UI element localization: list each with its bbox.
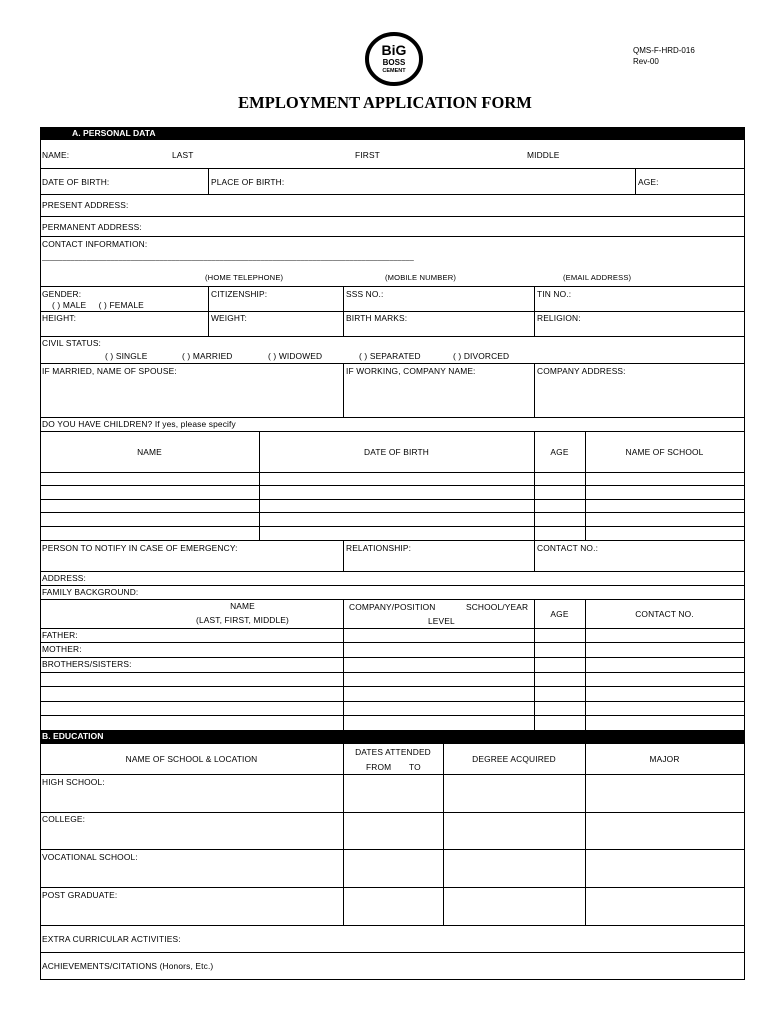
rule: [40, 599, 745, 600]
section-a-header: [40, 127, 745, 140]
form-title: EMPLOYMENT APPLICATION FORM: [238, 93, 532, 112]
rule: [40, 628, 745, 629]
family-company-header: COMPANY/POSITION: [349, 602, 436, 612]
svg-text:BiG: BiG: [381, 42, 407, 58]
first-name-label: FIRST: [355, 150, 380, 160]
mobile-number-label: (MOBILE NUMBER): [385, 273, 457, 282]
rule: [40, 311, 745, 312]
rule: [343, 363, 344, 417]
degree-header: DEGREE ACQUIRED: [472, 754, 556, 764]
family-name-subheader: (LAST, FIRST, MIDDLE): [196, 615, 289, 625]
children-row-line: [40, 512, 745, 513]
contact-info-line: ____________________________________________________________________________________________: [42, 254, 414, 261]
section-b-header: [40, 730, 745, 744]
civil-status-widowed: ( ) WIDOWED: [268, 351, 323, 361]
rule: [343, 540, 344, 571]
major-header: MAJOR: [649, 754, 680, 764]
tin-label: TIN NO.:: [537, 289, 572, 299]
sss-label: SSS NO.:: [346, 289, 384, 299]
home-telephone-label: (HOME TELEPHONE): [205, 273, 284, 282]
rule: [40, 431, 745, 432]
rule: [40, 286, 745, 287]
svg-text:BOSS: BOSS: [382, 58, 406, 67]
children-row-line: [40, 526, 745, 527]
family-contact-header: CONTACT NO.: [635, 609, 694, 619]
rule: [585, 744, 586, 926]
form-bottom-border: [40, 979, 745, 980]
dates-from-header: FROM: [366, 762, 392, 772]
rule: [443, 744, 444, 926]
big-boss-cement-logo: [365, 32, 423, 86]
age-label: AGE:: [638, 177, 659, 187]
rule: [40, 571, 745, 572]
document-code-block: [633, 45, 695, 67]
birth-marks-label: BIRTH MARKS:: [346, 313, 408, 323]
date-of-birth-label: DATE OF BIRTH:: [42, 177, 110, 187]
dates-to-header: TO: [409, 762, 421, 772]
rule: [635, 168, 636, 194]
rule: [534, 286, 535, 336]
emergency-contact-label: PERSON TO NOTIFY IN CASE OF EMERGENCY:: [42, 543, 238, 553]
children-label: DO YOU HAVE CHILDREN? If yes, please specify: [42, 419, 236, 429]
rule: [534, 599, 535, 730]
rule: [208, 286, 209, 336]
gender-label: GENDER:: [42, 289, 82, 299]
family-row-line: [40, 642, 745, 643]
rule: [343, 744, 344, 926]
mother-label: MOTHER:: [42, 644, 82, 654]
family-row-line: [40, 715, 745, 716]
children-row-line: [40, 485, 745, 486]
family-level-header: LEVEL: [428, 616, 455, 626]
rule: [40, 952, 745, 953]
weight-label: WEIGHT:: [211, 313, 247, 323]
revision: Rev-00: [633, 57, 659, 66]
education-row-line: [40, 887, 745, 888]
last-name-label: LAST: [172, 150, 194, 160]
family-school-header: SCHOOL/YEAR: [466, 602, 529, 612]
rule: [40, 540, 745, 541]
email-address-label: (EMAIL ADDRESS): [563, 273, 632, 282]
company-name-label: IF WORKING, COMPANY NAME:: [346, 366, 476, 376]
family-background-label: FAMILY BACKGROUND:: [42, 587, 139, 597]
siblings-label: BROTHERS/SISTERS:: [42, 659, 132, 669]
rule: [343, 286, 344, 336]
children-row-line: [40, 472, 745, 473]
citizenship-label: CITIZENSHIP:: [211, 289, 268, 299]
family-row-line: [40, 672, 745, 673]
civil-status-divorced: ( ) DIVORCED: [453, 351, 510, 361]
college-label: COLLEGE:: [42, 814, 86, 824]
rule: [40, 216, 745, 217]
education-row-line: [40, 812, 745, 813]
emergency-address-label: ADDRESS:: [42, 573, 87, 583]
rule: [534, 540, 535, 571]
children-row-line: [40, 499, 745, 500]
rule: [40, 194, 745, 195]
place-of-birth-label: PLACE OF BIRTH:: [211, 177, 285, 187]
svg-text:CEMENT: CEMENT: [382, 68, 406, 74]
post-graduate-label: POST GRADUATE:: [42, 890, 118, 900]
family-row-line: [40, 657, 745, 658]
section-a-title: A. PERSONAL DATA: [72, 128, 156, 138]
family-row-line: [40, 701, 745, 702]
rule: [40, 774, 745, 775]
section-b-title: B. EDUCATION: [42, 731, 104, 741]
religion-label: RELIGION:: [537, 313, 581, 323]
civil-status-label: CIVIL STATUS:: [42, 338, 102, 348]
education-row-line: [40, 849, 745, 850]
family-age-header: AGE: [550, 609, 569, 619]
rule: [40, 236, 745, 237]
extra-curricular-label: EXTRA CURRICULAR ACTIVITIES:: [42, 934, 181, 944]
family-row-line: [40, 686, 745, 687]
rule: [534, 363, 535, 417]
father-label: FATHER:: [42, 630, 78, 640]
rule: [40, 417, 745, 418]
rule: [208, 168, 209, 194]
high-school-label: HIGH SCHOOL:: [42, 777, 105, 787]
rule: [40, 925, 745, 926]
civil-status-separated: ( ) SEPARATED: [359, 351, 421, 361]
children-age-header: AGE: [550, 447, 569, 457]
dates-attended-header: DATES ATTENDED: [355, 747, 431, 757]
gender-options: ( ) MALE ( ) FEMALE: [52, 300, 144, 310]
permanent-address-label: PERMANENT ADDRESS:: [42, 222, 142, 232]
company-address-label: COMPANY ADDRESS:: [537, 366, 626, 376]
emergency-contact-no-label: CONTACT NO.:: [537, 543, 599, 553]
present-address-label: PRESENT ADDRESS:: [42, 200, 129, 210]
middle-name-label: MIDDLE: [527, 150, 560, 160]
achievements-label: ACHIEVEMENTS/CITATIONS (Honors, Etc.): [42, 961, 214, 971]
children-dob-header: DATE OF BIRTH: [364, 447, 429, 457]
relationship-label: RELATIONSHIP:: [346, 543, 412, 553]
family-name-header: NAME: [230, 601, 255, 611]
vocational-school-label: VOCATIONAL SCHOOL:: [42, 852, 138, 862]
rule: [40, 585, 745, 586]
document-code: QMS-F-HRD-016: [633, 46, 695, 55]
height-label: HEIGHT:: [42, 313, 77, 323]
rule: [585, 599, 586, 730]
civil-status-married: ( ) MARRIED: [182, 351, 233, 361]
civil-status-single: ( ) SINGLE: [105, 351, 148, 361]
form-right-border: [744, 127, 745, 980]
rule: [40, 168, 745, 169]
rule: [40, 363, 745, 364]
contact-info-label: CONTACT INFORMATION:: [42, 239, 148, 249]
children-school-header: NAME OF SCHOOL: [625, 447, 704, 457]
spouse-label: IF MARRIED, NAME OF SPOUSE:: [42, 366, 177, 376]
school-location-header: NAME OF SCHOOL & LOCATION: [125, 754, 258, 764]
name-label: NAME:: [42, 150, 70, 160]
form-left-border: [40, 127, 41, 980]
children-name-header: NAME: [137, 447, 162, 457]
rule: [40, 336, 745, 337]
